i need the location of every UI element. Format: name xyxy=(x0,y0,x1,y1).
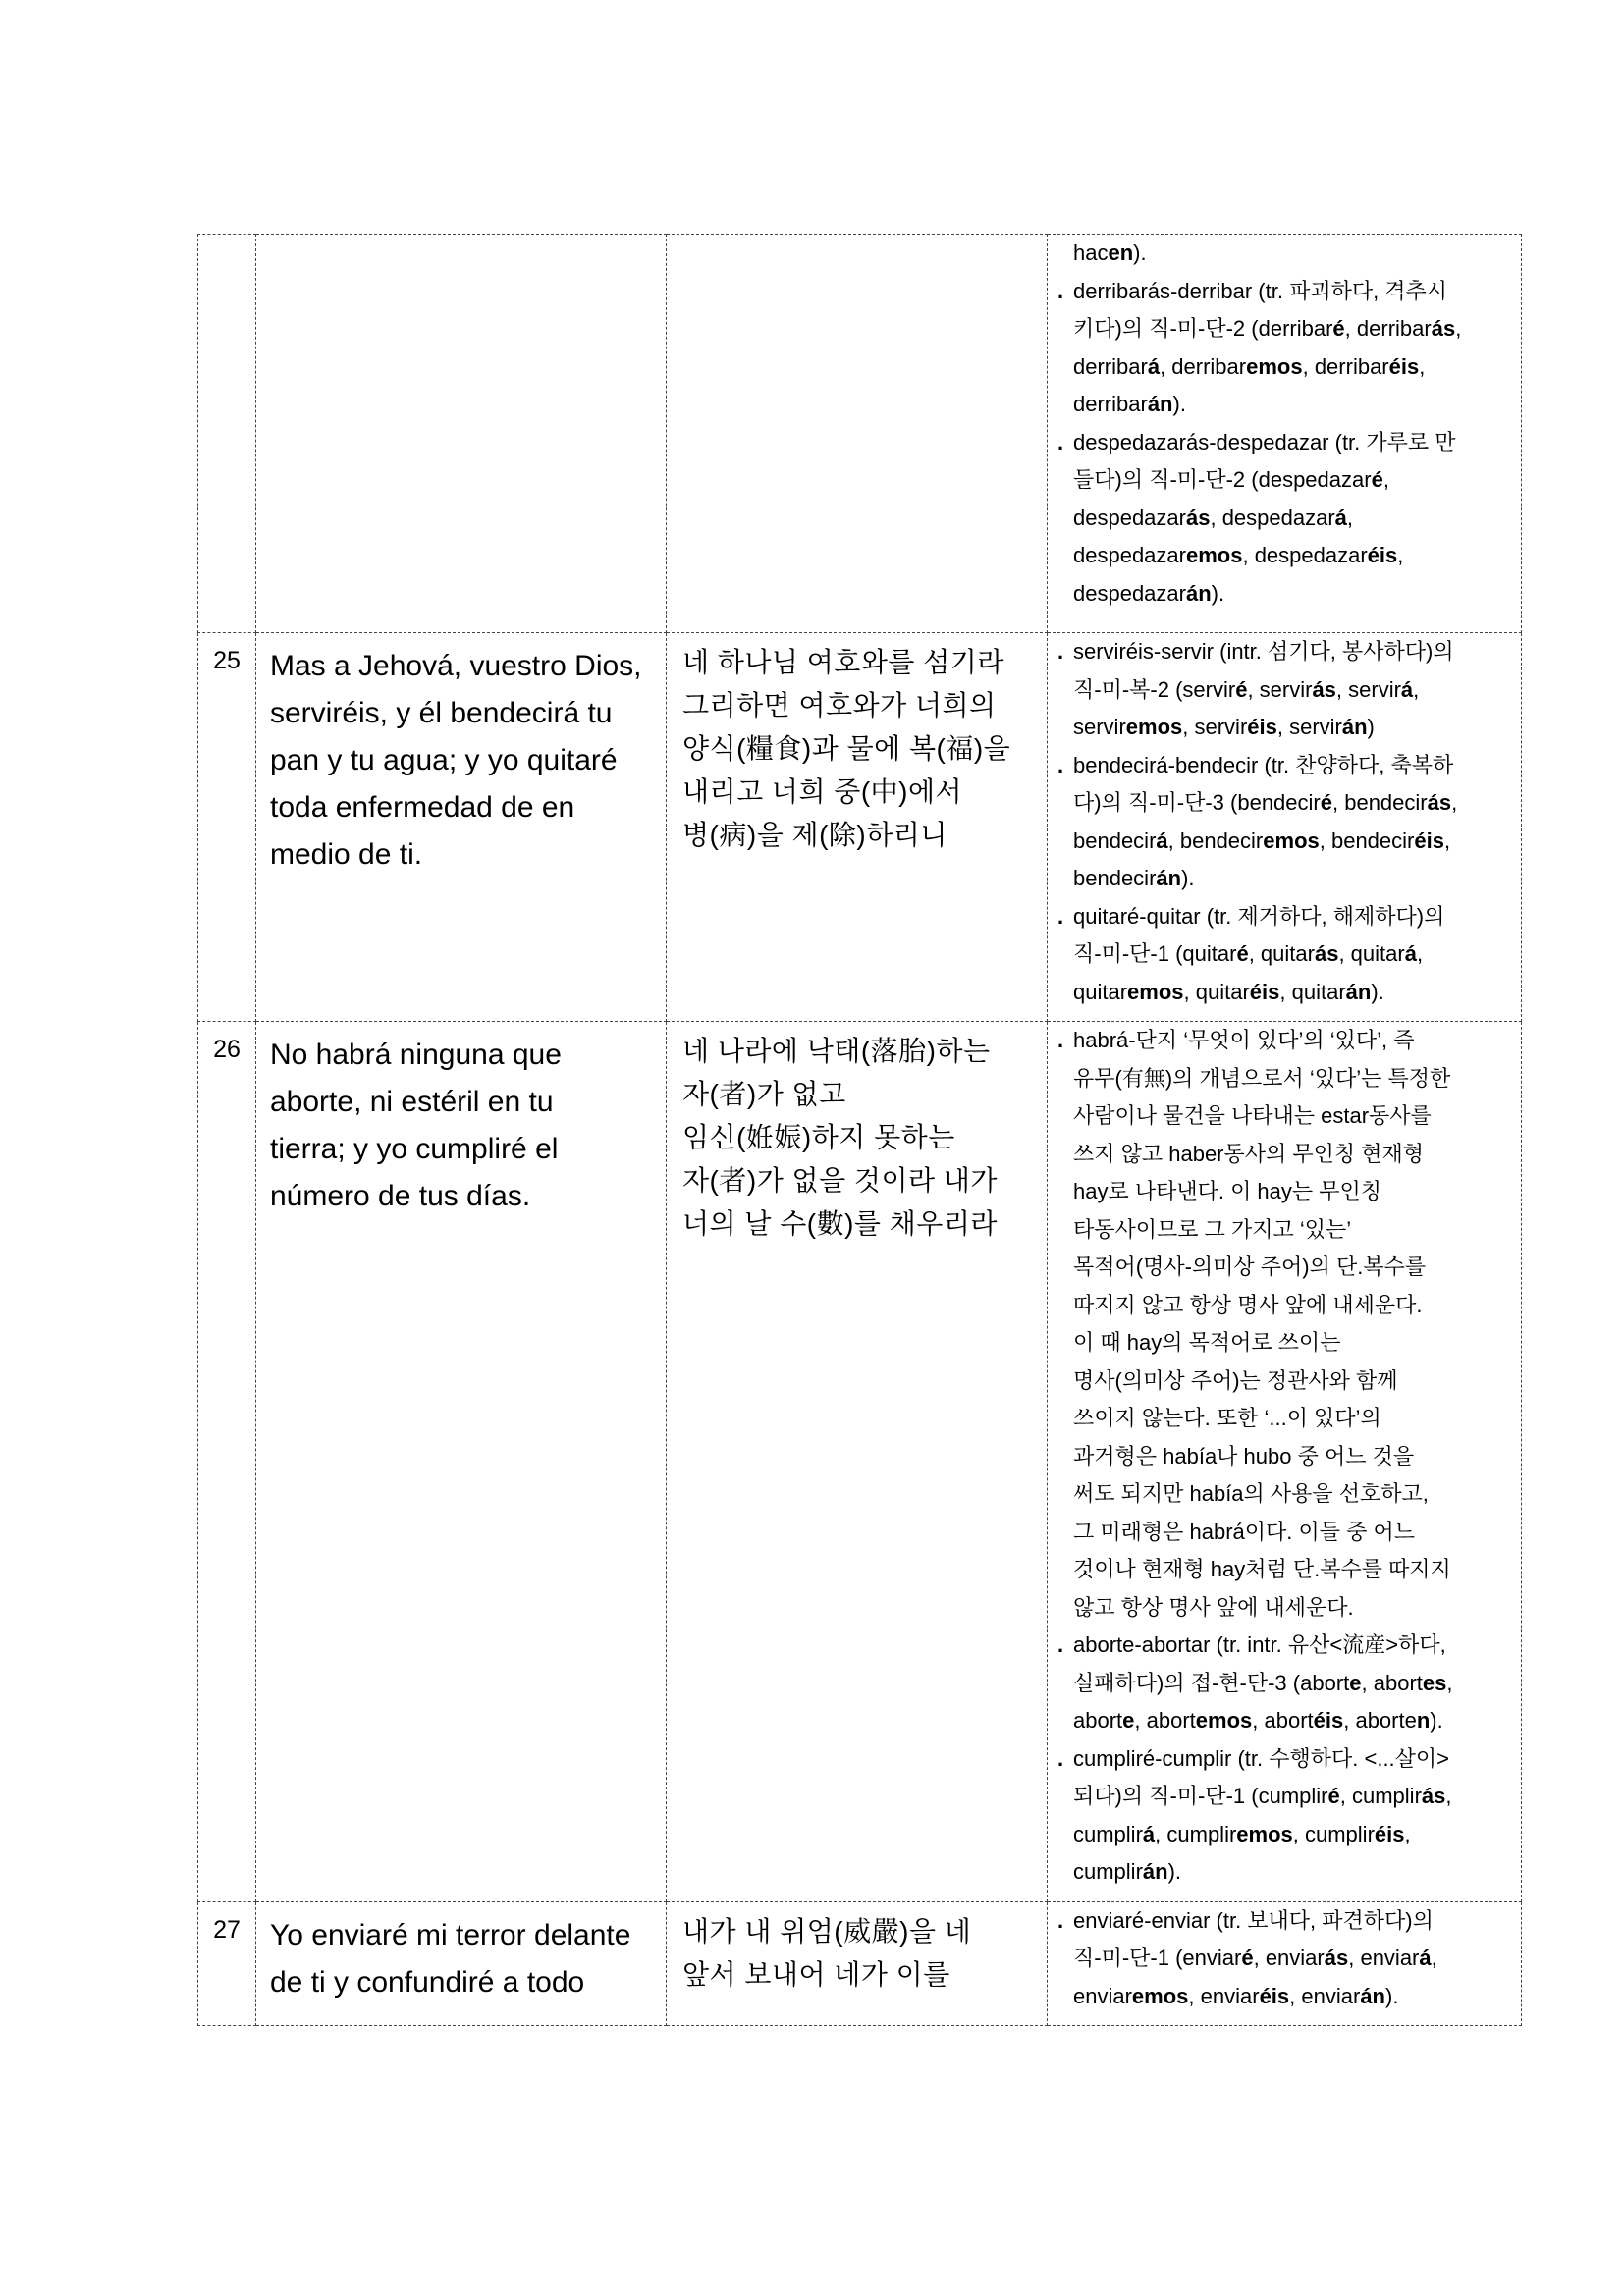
note-line xyxy=(1073,1249,1509,1287)
conjugation-ending: n xyxy=(1416,1708,1431,1733)
note-bullet: . xyxy=(1057,903,1064,929)
spanish-verse-line: Mas a Jehová, vuestro Dios, xyxy=(270,650,642,682)
note-text: , derribar xyxy=(1302,353,1389,379)
note-text: 실패하다)의 접-현-단-3 (abort xyxy=(1073,1670,1350,1695)
conjugation-ending: éis xyxy=(1259,1983,1290,2008)
korean-verse-cell xyxy=(667,235,1048,633)
note-line xyxy=(1073,1136,1509,1174)
note-text: 다)의 직-미-단-3 (bendecir xyxy=(1073,790,1321,815)
spanish-verse-line: No habrá ninguna que xyxy=(270,1039,562,1071)
note-text: ). xyxy=(1167,1859,1182,1884)
spanish-verse-line: aborte, ni estéril en tu xyxy=(270,1086,554,1118)
note-text: ). xyxy=(1385,1983,1399,2008)
spanish-verse-line: pan y tu agua; y yo quitaré xyxy=(270,744,618,776)
korean-verse-line: 너의 날 수(數)를 채우리라 xyxy=(682,1208,998,1239)
conjugation-ending: á xyxy=(1142,1821,1156,1846)
note-line xyxy=(1073,1287,1509,1325)
note-line xyxy=(1073,747,1509,785)
grammar-notes-cell xyxy=(1048,235,1522,633)
note-text: 써도 되지만 había의 사용을 선호하고, xyxy=(1073,1481,1429,1506)
conjugation-ending: án xyxy=(1142,1859,1168,1884)
note-text: ). xyxy=(1430,1708,1443,1733)
note-line xyxy=(1073,709,1509,747)
conjugation-ending: é xyxy=(1320,790,1332,815)
conjugation-ending: emos xyxy=(1185,543,1243,567)
note-line xyxy=(1073,500,1509,538)
conjugation-ending: ás xyxy=(1185,505,1211,530)
note-bullet: . xyxy=(1057,1632,1064,1657)
note-text: enviar xyxy=(1073,1983,1132,2008)
conjugation-ending: á xyxy=(1147,353,1161,379)
korean-verse-cell xyxy=(667,1901,1048,2026)
note-line xyxy=(1073,1902,1509,1941)
korean-verse-line: 병(病)을 제(除)하리니 xyxy=(682,820,947,850)
note-line xyxy=(1073,461,1509,500)
note-text: ). xyxy=(1133,240,1147,265)
note-text: 이 때 hay의 목적어로 쓰이는 xyxy=(1073,1330,1341,1355)
note-text: 직-미-단-1 (enviar xyxy=(1073,1946,1242,1970)
conjugation-ending: án xyxy=(1185,580,1212,606)
grammar-notes-cell xyxy=(1048,1901,1522,2026)
note-text: 키다)의 직-미-단-2 (derribar xyxy=(1073,316,1333,341)
note-text: ). xyxy=(1181,866,1195,890)
note-line xyxy=(1073,1324,1509,1362)
note-text: cumplir xyxy=(1073,1821,1143,1846)
note-text: , aborte xyxy=(1343,1708,1417,1733)
note-text: cumpliré-cumplir (tr. 수행하다. <...살이> xyxy=(1073,1745,1450,1771)
korean-verse-line: 네 하나님 여호와를 섬기라 xyxy=(682,647,1004,677)
conjugation-ending: éis xyxy=(1247,715,1277,739)
note-text: , xyxy=(1451,790,1458,815)
conjugation-ending: éis xyxy=(1313,1708,1344,1733)
note-text: , quitar xyxy=(1183,979,1250,1004)
spanish-verse-cell xyxy=(256,1022,667,1902)
verse-row xyxy=(198,1901,1522,2026)
note-line xyxy=(1073,671,1509,710)
conjugation-ending: emos xyxy=(1127,979,1184,1004)
note-text: 않고 항상 명사 앞에 내세운다. xyxy=(1073,1594,1354,1620)
note-line xyxy=(1073,1097,1509,1136)
note-text: , derribar xyxy=(1160,353,1247,379)
note-text: hac xyxy=(1073,240,1109,265)
conjugation-ending: é xyxy=(1371,467,1383,492)
note-line xyxy=(1073,1940,1509,1978)
spanish-verse-line: toda enfermedad de en xyxy=(270,791,575,824)
note-text: ). xyxy=(1172,392,1186,416)
note-text: ) xyxy=(1367,715,1375,739)
conjugation-ending: e xyxy=(1349,1670,1362,1695)
grammar-note xyxy=(1057,898,1509,1012)
conjugation-ending: ás xyxy=(1312,676,1336,702)
conjugation-ending: án xyxy=(1341,715,1368,739)
note-text: , bendecir xyxy=(1167,828,1264,853)
conjugation-ending: emos xyxy=(1246,353,1303,379)
note-line xyxy=(1073,784,1509,823)
grammar-notes-cell xyxy=(1048,633,1522,1022)
note-line xyxy=(1073,386,1509,424)
conjugation-ending: án xyxy=(1360,1983,1385,2008)
verse-row xyxy=(198,633,1522,1022)
spanish-verse-line: Yo enviaré mi terror delante xyxy=(270,1918,631,1951)
korean-verse-line: 자(者)가 없을 것이라 내가 xyxy=(682,1165,998,1196)
conjugation-ending: án xyxy=(1156,866,1182,890)
note-text: 쓰지 않고 haber동사의 무인칭 현재형 xyxy=(1073,1141,1424,1166)
conjugation-ending: ás xyxy=(1314,941,1339,966)
spanish-verse-line: número de tus días. xyxy=(270,1180,531,1212)
note-text: , xyxy=(1397,543,1404,567)
conjugation-ending: ás xyxy=(1421,1784,1446,1808)
korean-verse-line: 임신(姙娠)하지 못하는 xyxy=(682,1122,955,1152)
grammar-note xyxy=(1057,1740,1509,1892)
conjugation-ending: e xyxy=(1122,1708,1135,1733)
note-line xyxy=(1073,348,1509,387)
korean-verse-line: 앞서 보내어 네가 이를 xyxy=(682,1958,950,1990)
verse-number: 27 xyxy=(198,1901,256,2026)
note-line xyxy=(1073,1022,1509,1060)
note-text: 그 미래형은 habrá이다. 이들 중 어느 xyxy=(1073,1519,1415,1544)
note-bullet: . xyxy=(1057,1745,1064,1771)
note-line xyxy=(1073,424,1509,462)
note-text: 과거형은 había나 hubo 중 어느 것을 xyxy=(1073,1443,1415,1468)
conjugation-ending: é xyxy=(1332,316,1345,341)
note-text: , enviar xyxy=(1289,1983,1361,2008)
conjugation-ending: á xyxy=(1156,828,1168,853)
conjugation-ending: emos xyxy=(1125,715,1183,739)
note-line xyxy=(1073,633,1509,671)
conjugation-ending: éis xyxy=(1388,353,1420,379)
note-text: , xyxy=(1431,1946,1437,1970)
note-text: , abort xyxy=(1361,1670,1423,1695)
note-text: enviaré-enviar (tr. 보내다, 파견하다)의 xyxy=(1073,1907,1434,1933)
verse-row xyxy=(198,1022,1522,1902)
note-text: cumplir xyxy=(1073,1859,1143,1884)
spanish-verse-cell xyxy=(256,235,667,633)
spanish-verse-line: tierra; y yo cumpliré el xyxy=(270,1133,559,1165)
grammar-note xyxy=(1057,1022,1509,1627)
conjugation-ending: á xyxy=(1419,1946,1432,1970)
note-line xyxy=(1073,1475,1509,1514)
note-text: , cumplir xyxy=(1155,1821,1237,1846)
note-line xyxy=(1073,1589,1509,1628)
note-text: , xyxy=(1346,505,1354,530)
korean-verse-cell xyxy=(667,1022,1048,1902)
note-text: , despedazar xyxy=(1210,505,1335,530)
note-text: , xyxy=(1455,316,1462,341)
conjugation-ending: án xyxy=(1147,392,1173,416)
note-text: , xyxy=(1413,676,1420,702)
note-text: 명사(의미상 주어)는 정관사와 함께 xyxy=(1073,1367,1398,1393)
note-text: hay로 나타낸다. 이 hay는 무인칭 xyxy=(1073,1179,1382,1203)
note-text: despedazar xyxy=(1073,505,1186,530)
korean-verse-line: 네 나라에 낙태(落胎)하는 xyxy=(682,1036,991,1066)
verse-number: 25 xyxy=(198,633,256,1022)
note-text: 들다)의 직-미-단-2 (despedazar xyxy=(1073,467,1372,492)
note-line xyxy=(1073,1702,1509,1740)
grammar-note xyxy=(1057,1627,1509,1740)
verse-number xyxy=(198,235,256,633)
note-line xyxy=(1073,1778,1509,1816)
note-text: , quitar xyxy=(1248,941,1315,966)
spanish-verse-line: medio de ti. xyxy=(270,838,423,871)
note-text: 직-미-복-2 (servir xyxy=(1073,676,1236,702)
note-line xyxy=(1073,1627,1509,1665)
note-text: , servir xyxy=(1247,676,1313,702)
note-text: , xyxy=(1382,467,1389,492)
note-line xyxy=(1073,1400,1509,1438)
note-line xyxy=(1073,898,1509,936)
grammar-note xyxy=(1057,424,1509,614)
note-line xyxy=(1073,935,1509,974)
conjugation-ending: án xyxy=(1345,979,1372,1004)
note-text: derribar xyxy=(1073,392,1148,416)
note-text: , xyxy=(1446,1670,1453,1695)
korean-verse-line: 내가 내 위엄(威嚴)을 네 xyxy=(682,1915,972,1947)
note-line xyxy=(1073,1060,1509,1098)
note-line xyxy=(1073,1665,1509,1703)
note-line xyxy=(1073,1978,1509,2016)
note-text: servir xyxy=(1073,715,1126,739)
note-line xyxy=(1073,273,1509,311)
conjugation-ending: emos xyxy=(1263,828,1320,853)
conjugation-ending: é xyxy=(1235,676,1248,702)
note-text: despedazarás-despedazar (tr. 가루로 만 xyxy=(1073,429,1456,454)
note-line xyxy=(1073,1514,1509,1552)
note-text: bendecir xyxy=(1073,866,1157,890)
note-line xyxy=(1073,1853,1509,1892)
korean-verse-line: 그리하면 여호와가 너희의 xyxy=(682,690,997,721)
conjugation-ending: emos xyxy=(1236,1821,1293,1846)
grammar-note xyxy=(1057,1902,1509,2016)
spanish-verse-cell xyxy=(256,1901,667,2026)
note-text: , enviar xyxy=(1188,1983,1260,2008)
conjugation-ending: é xyxy=(1241,1946,1254,1970)
note-line xyxy=(1073,1173,1509,1211)
note-text: quitar xyxy=(1073,979,1128,1004)
grammar-note xyxy=(1057,633,1509,747)
note-bullet: . xyxy=(1057,429,1064,454)
grammar-note xyxy=(1057,273,1509,424)
conjugation-ending: á xyxy=(1334,505,1347,530)
note-text: despedazar xyxy=(1073,580,1186,606)
document-page xyxy=(197,234,1462,2026)
note-text: , xyxy=(1419,353,1426,379)
conjugation-ending: é xyxy=(1327,1784,1340,1808)
note-text: 사람이나 물건을 나타내는 estar동사를 xyxy=(1073,1103,1432,1128)
note-text: habrá-단지 ‘무엇이 있다’의 ‘있다’, 즉 xyxy=(1073,1028,1415,1052)
note-text: abort xyxy=(1073,1708,1123,1733)
note-text: , servir xyxy=(1276,715,1342,739)
conjugation-ending: emos xyxy=(1131,1983,1189,2008)
note-text: , quitar xyxy=(1279,979,1346,1004)
verse-table-body xyxy=(198,235,1522,2026)
note-text: quitaré-quitar (tr. 제거하다, 해제하다)의 xyxy=(1073,903,1445,929)
note-text: 쓰이지 않는다. 또한 ‘...이 있다’의 xyxy=(1073,1406,1381,1430)
note-line xyxy=(1073,1816,1509,1854)
note-line xyxy=(1073,1551,1509,1589)
note-line xyxy=(1073,974,1509,1012)
conjugation-ending: es xyxy=(1422,1670,1447,1695)
note-text: , servir xyxy=(1182,715,1248,739)
spanish-verse-line: de ti y confundiré a todo xyxy=(270,1965,585,1999)
conjugation-ending: á xyxy=(1404,941,1417,966)
korean-verse-line: 양식(糧食)과 물에 복(福)을 xyxy=(682,733,1011,764)
note-text: bendecir xyxy=(1073,828,1157,853)
note-bullet: . xyxy=(1057,278,1064,303)
conjugation-ending: ás xyxy=(1431,316,1456,341)
note-bullet: . xyxy=(1057,752,1064,777)
note-text: , despedazar xyxy=(1242,543,1368,567)
note-text: derribarás-derribar (tr. 파괴하다, 격추시 xyxy=(1073,278,1448,303)
verse-row xyxy=(198,235,1522,633)
note-text: ). xyxy=(1371,979,1384,1004)
note-text: , quitar xyxy=(1338,941,1405,966)
note-text: derribar xyxy=(1073,353,1148,379)
note-line xyxy=(1073,575,1509,614)
note-text: , abort xyxy=(1252,1708,1314,1733)
conjugation-ending: éis xyxy=(1249,979,1280,1004)
note-text: 유무(有無)의 개념으로서 ‘있다’는 특정한 xyxy=(1073,1065,1451,1091)
note-line xyxy=(1073,1362,1509,1401)
note-line xyxy=(1073,235,1509,273)
korean-verse-cell xyxy=(667,633,1048,1022)
spanish-verse-cell xyxy=(256,633,667,1022)
note-text: , derribar xyxy=(1344,316,1432,341)
note-text: , xyxy=(1443,828,1451,853)
note-bullet: . xyxy=(1057,1907,1064,1933)
note-text: 따지지 않고 항상 명사 앞에 내세운다. xyxy=(1073,1292,1423,1317)
conjugation-ending: á xyxy=(1400,676,1414,702)
conjugation-ending: éis xyxy=(1374,1821,1405,1846)
note-text: , enviar xyxy=(1348,1946,1420,1970)
note-text: , servir xyxy=(1335,676,1401,702)
note-text: , enviar xyxy=(1253,1946,1325,1970)
note-text: , bendecir xyxy=(1319,828,1415,853)
note-line xyxy=(1073,860,1509,898)
note-text: 직-미-단-1 (quitar xyxy=(1073,941,1237,966)
conjugation-ending: emos xyxy=(1195,1708,1253,1733)
note-line xyxy=(1073,1438,1509,1476)
note-text: , abort xyxy=(1134,1708,1196,1733)
grammar-note xyxy=(1057,747,1509,898)
note-text: , xyxy=(1404,1821,1411,1846)
note-text: serviréis-servir (intr. 섬기다, 봉사하다)의 xyxy=(1073,639,1454,664)
note-text: 목적어(명사-의미상 주어)의 단.복수를 xyxy=(1073,1255,1427,1279)
verse-table xyxy=(197,234,1522,2026)
spanish-verse-line: serviréis, y él bendecirá tu xyxy=(270,697,613,729)
note-line xyxy=(1073,1211,1509,1250)
note-text: , xyxy=(1416,941,1424,966)
korean-verse-line: 내리고 너희 중(中)에서 xyxy=(682,776,963,807)
conjugation-ending: ás xyxy=(1427,790,1452,815)
korean-verse-line: 자(者)가 없고 xyxy=(682,1079,846,1109)
grammar-note xyxy=(1057,235,1509,273)
note-text: 되다)의 직-미-단-1 (cumplir xyxy=(1073,1784,1328,1808)
note-line xyxy=(1073,310,1509,348)
note-line xyxy=(1073,537,1509,575)
note-text: 것이나 현재형 hay처럼 단.복수를 따지지 xyxy=(1073,1557,1451,1581)
note-text: 타동사이므로 그 가지고 ‘있는’ xyxy=(1073,1216,1352,1242)
note-text: , xyxy=(1445,1784,1452,1808)
note-bullet: . xyxy=(1057,639,1064,664)
conjugation-ending: éis xyxy=(1414,828,1444,853)
note-text: ). xyxy=(1211,580,1225,606)
note-text: , cumplir xyxy=(1339,1784,1422,1808)
note-line xyxy=(1073,823,1509,861)
grammar-notes-cell xyxy=(1048,1022,1522,1902)
note-text: despedazar xyxy=(1073,543,1186,567)
conjugation-ending: é xyxy=(1236,941,1249,966)
note-text: , bendecir xyxy=(1332,790,1428,815)
note-text: aborte-abortar (tr. intr. 유산<流産>하다, xyxy=(1073,1632,1446,1657)
conjugation-ending: en xyxy=(1108,240,1134,265)
conjugation-ending: ás xyxy=(1324,1946,1349,1970)
conjugation-ending: éis xyxy=(1367,543,1398,567)
verse-number: 26 xyxy=(198,1022,256,1902)
note-line xyxy=(1073,1740,1509,1779)
note-bullet: . xyxy=(1057,1028,1064,1052)
note-text: bendecirá-bendecir (tr. 찬양하다, 축복하 xyxy=(1073,752,1454,777)
note-text: , cumplir xyxy=(1292,1821,1375,1846)
